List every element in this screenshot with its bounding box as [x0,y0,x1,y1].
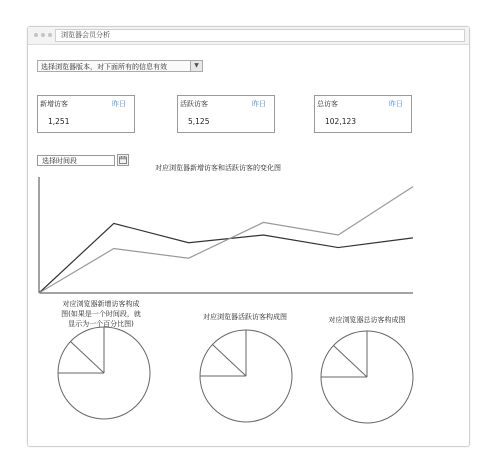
pie-chart-2 [321,331,413,423]
pie-title-active-visitors: 对应浏览器活跃访客构成图 [203,313,287,321]
stat-label: 总访客 [317,100,338,108]
stat-period-link[interactable]: 昨日 [389,100,403,108]
stat-period-link[interactable]: 昨日 [252,100,266,108]
chevron-down-icon[interactable]: ▼ [190,61,202,71]
stat-period-link[interactable]: 昨日 [112,100,126,108]
date-range-input[interactable]: 选择时间段 [37,155,115,166]
pie-chart-0 [58,327,150,419]
line-series-1 [39,223,413,293]
stat-label: 新增访客 [40,100,68,108]
stat-value: 1,251 [48,117,70,126]
stat-value: 102,123 [325,117,357,126]
pie-chart-1 [200,330,292,422]
window-title: 浏览器会员分析 [55,29,465,42]
stat-label: 活跃访客 [180,100,208,108]
pie-title-new-visitors: 对应浏览器新增访客构成图(如果是一个时间段，就显示为一个百分比图) [61,300,141,328]
browser-version-value: 选择浏览器版本，对下面所有的信息有效 [41,63,167,71]
line-series-2 [39,187,413,293]
line-chart-title: 对应浏览器新增访客和活跃访客的变化图 [155,164,281,172]
stat-value: 5,125 [188,117,210,126]
pie-title-total-visitors: 对应浏览器总访客构成图 [328,316,406,324]
